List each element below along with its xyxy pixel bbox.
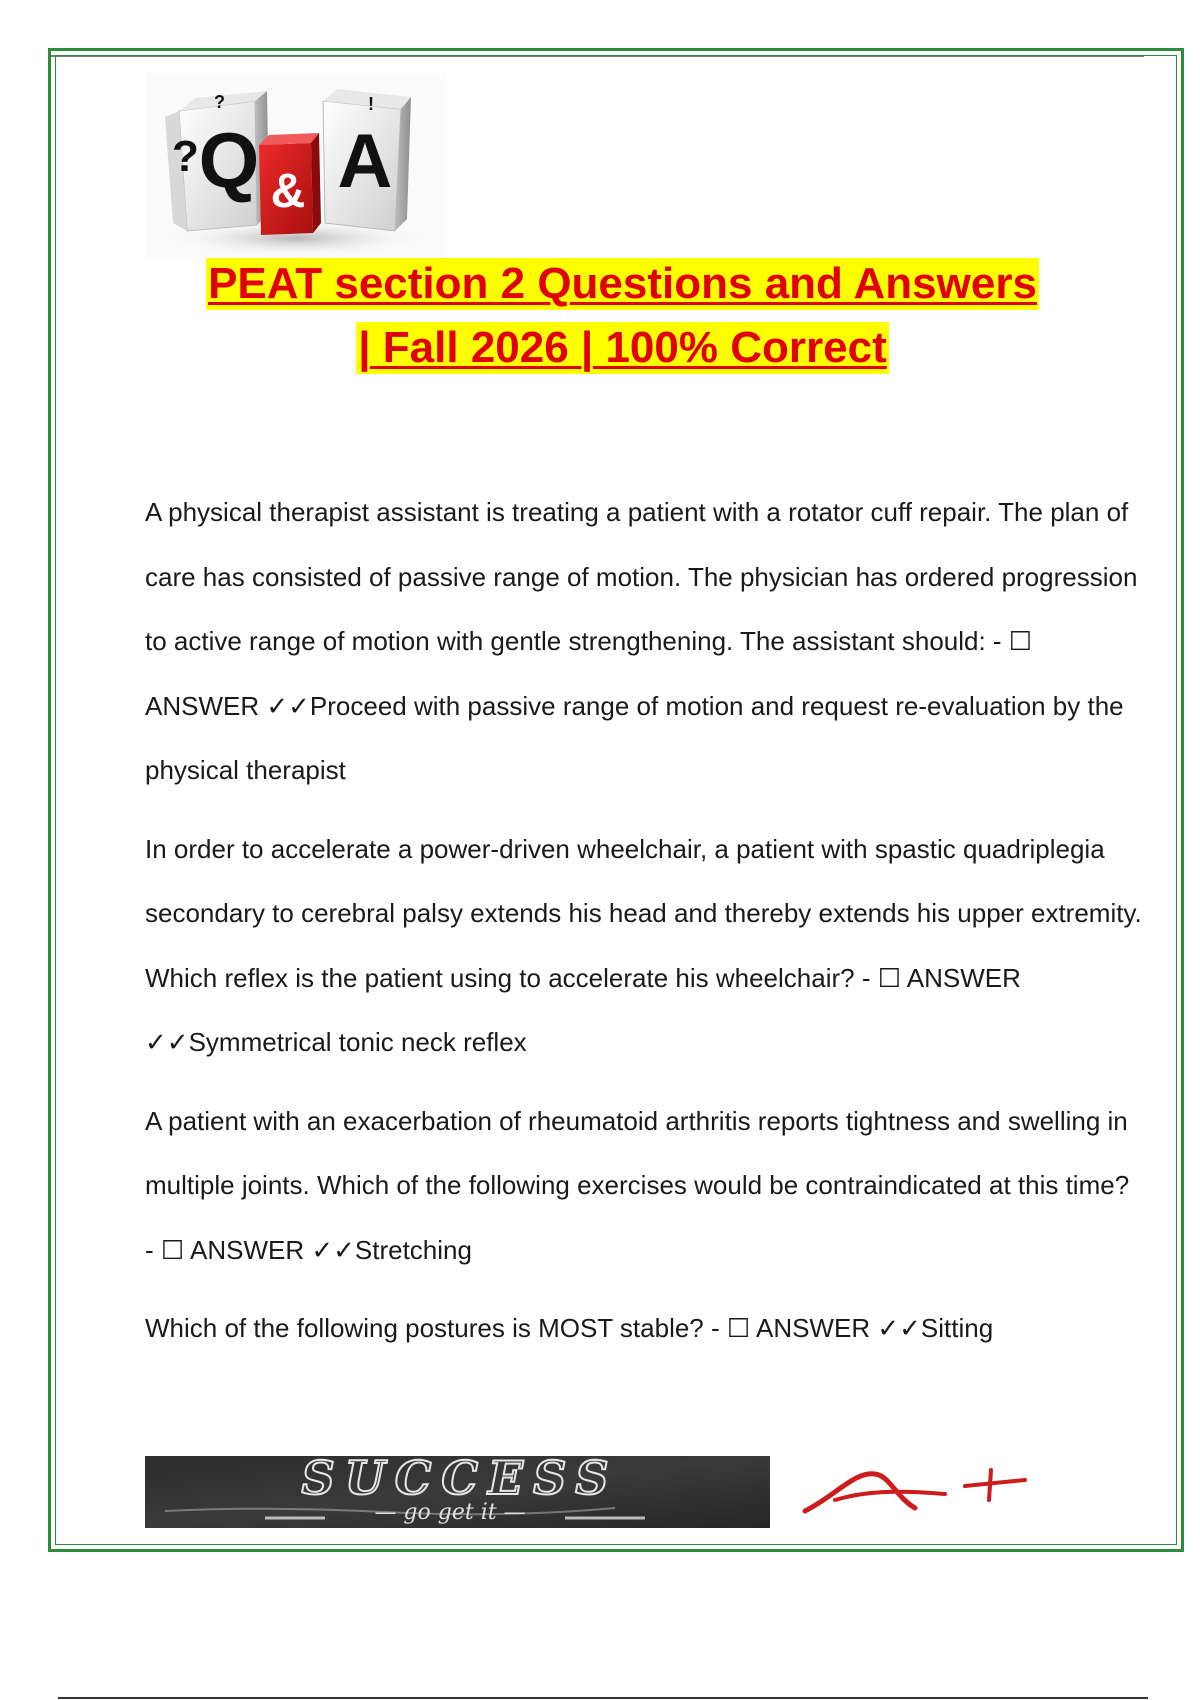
- q-die-letter: Q: [198, 116, 260, 204]
- qa-item-4: Which of the following postures is MOST stable? - ☐ ANSWER ✓✓Sitting: [145, 1313, 994, 1343]
- qa-item-3: A patient with an exacerbation of rheumatoid arthritis reports tightness and swelling in multiple joints. Which of the following exercises would be contraindicated at this time? - ☐ ANSWER ✓✓Stretching: [145, 1105, 1130, 1265]
- title-line-2: | Fall 2026 | 100% Correct: [358, 323, 887, 372]
- ampersand-die-letter: &: [270, 165, 306, 218]
- success-word: SUCCESS: [301, 1451, 619, 1505]
- title-line-1: PEAT section 2 Questions and Answers: [208, 259, 1037, 308]
- a-die-letter: A: [337, 119, 393, 204]
- question-answer-list: [145, 480, 1145, 1375]
- qa-item-2: In order to accelerate a power-driven wheelchair, a patient with spastic quadriplegia secondary to cerebral palsy extends his head and thereby extends his upper extremity. Which reflex is the patient using to accelerate his wheelchair? - ☐ ANSWER ✓✓Symmetrical tonic neck reflex: [145, 833, 1142, 1057]
- a-plus-grade-icon: [795, 1466, 1035, 1526]
- question-mark-symbol: ?: [172, 132, 199, 181]
- exclamation-symbol: !: [368, 94, 374, 114]
- page-bottom-rule: [58, 1697, 1148, 1699]
- success-tagline: — go get it —: [374, 1500, 526, 1525]
- qa-item-1: A physical therapist assistant is treating a patient with a rotator cuff repair. The plan of care has consisted of passive range of motion. The physician has ordered progression to active range of motion with gentle strengthening. The assistant should: - ☐ ANSWER ✓✓Proceed with passive range of motion and request re-evaluation by the physical therapist: [145, 497, 1138, 785]
- document-title: [100, 258, 1145, 374]
- q-die-top-symbol: ?: [214, 92, 225, 112]
